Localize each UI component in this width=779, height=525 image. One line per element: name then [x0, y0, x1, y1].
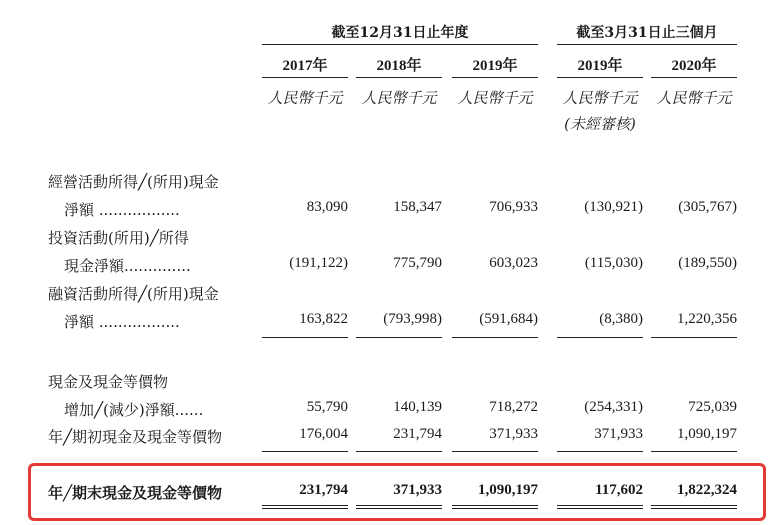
year-header: 2019年 [472, 58, 518, 74]
year-underline [356, 77, 442, 78]
header-group-quarter: 截至3月31日止三個月 [576, 25, 718, 41]
cell-value: 1,220,356 [677, 311, 737, 327]
cell-value: (191,122) [289, 255, 348, 271]
currency-label: 人民幣千元 [656, 89, 732, 107]
cell-value: 371,933 [393, 482, 442, 498]
row-label-financing-cont: 淨額 ................. [64, 313, 180, 331]
year-header: 2020年 [671, 58, 717, 74]
total-double-underline [356, 505, 442, 509]
header-group-underline [557, 44, 737, 45]
cell-value: 117,602 [595, 482, 643, 498]
cell-value: 140,139 [393, 399, 442, 415]
cell-value: (305,767) [678, 199, 737, 215]
cell-value: 775,790 [393, 255, 442, 271]
cell-value: 706,933 [489, 199, 538, 215]
year-header: 2018年 [376, 58, 422, 74]
year-underline [557, 77, 643, 78]
cell-value: 55,790 [306, 399, 348, 415]
cell-value: 1,090,197 [677, 426, 737, 442]
cell-value: (115,030) [584, 255, 643, 271]
unaudited-label: (未經審核) [564, 115, 636, 133]
cell-value: (130,921) [584, 199, 643, 215]
currency-label: 人民幣千元 [562, 89, 638, 107]
cell-value: (793,998) [383, 311, 442, 327]
cell-value: 231,794 [299, 482, 348, 498]
subtotal-underline [452, 337, 538, 338]
cell-value: 603,023 [489, 255, 538, 271]
header-group-underline [262, 44, 538, 45]
total-double-underline [262, 505, 348, 509]
currency-label: 人民幣千元 [361, 89, 437, 107]
total-double-underline [557, 505, 643, 509]
cell-value: 725,039 [688, 399, 737, 415]
cell-value: (254,331) [584, 399, 643, 415]
currency-label: 人民幣千元 [457, 89, 533, 107]
subtotal-underline [356, 337, 442, 338]
cell-value: 158,347 [393, 199, 442, 215]
row-label-ending: 年╱期末現金及現金等價物 [48, 484, 223, 502]
subtotal-underline [557, 337, 643, 338]
currency-label: 人民幣千元 [267, 89, 343, 107]
cell-value: 83,090 [306, 199, 348, 215]
cell-value: 176,004 [299, 426, 348, 442]
total-double-underline [452, 505, 538, 509]
cell-value: (591,684) [479, 311, 538, 327]
subtotal-underline [262, 337, 348, 338]
cell-value: (8,380) [599, 311, 643, 327]
cell-value: 163,822 [299, 311, 348, 327]
row-label-investing-cont: 現金淨額.............. [64, 257, 191, 275]
header-group-year: 截至12月31日止年度 [331, 25, 469, 41]
subtotal-underline [651, 337, 737, 338]
subtotal-underline [262, 451, 348, 452]
year-header: 2019年 [577, 58, 623, 74]
year-underline [651, 77, 737, 78]
row-label-net-change: 現金及現金等價物 [48, 373, 169, 391]
cell-value: 371,933 [489, 426, 538, 442]
year-underline [452, 77, 538, 78]
cell-value: 231,794 [393, 426, 442, 442]
total-double-underline [651, 505, 737, 509]
cell-value: 1,090,197 [478, 482, 538, 498]
year-underline [262, 77, 348, 78]
row-label-operating: 經營活動所得╱(所用)現金 [48, 173, 219, 191]
cell-value: 1,822,324 [677, 482, 737, 498]
cell-value: 371,933 [594, 426, 643, 442]
row-label-net-change-cont: 增加╱(減少)淨額...... [64, 401, 204, 419]
cell-value: 718,272 [489, 399, 538, 415]
cell-value: (189,550) [678, 255, 737, 271]
row-label-beginning: 年╱期初現金及現金等價物 [48, 428, 223, 446]
subtotal-underline [651, 451, 737, 452]
subtotal-underline [557, 451, 643, 452]
subtotal-underline [452, 451, 538, 452]
row-label-financing: 融資活動所得╱(所用)現金 [48, 285, 219, 303]
year-header: 2017年 [282, 58, 328, 74]
row-label-operating-cont: 淨額 ................. [64, 201, 180, 219]
subtotal-underline [356, 451, 442, 452]
row-label-investing: 投資活動(所用)╱所得 [48, 229, 189, 247]
